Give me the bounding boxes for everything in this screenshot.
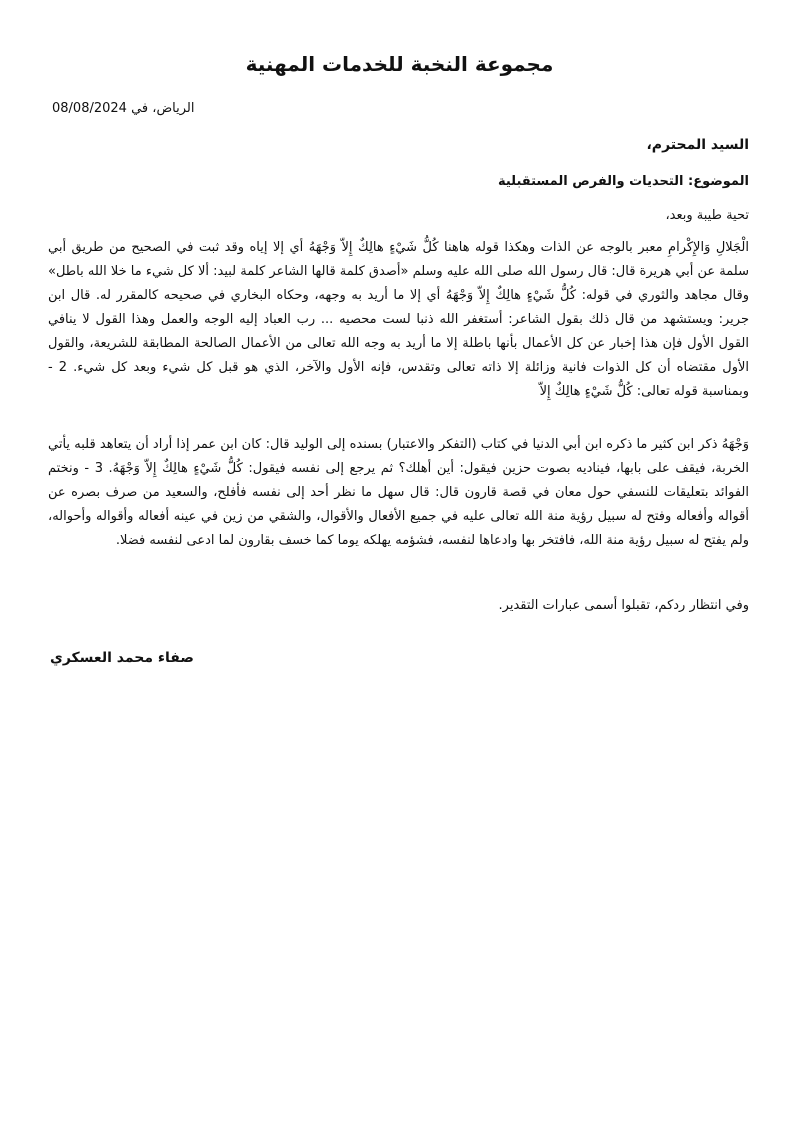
salutation: السيد المحترم، bbox=[646, 137, 749, 153]
body-paragraph: وَجْهَهُ ذكر ابن كثير ما ذكره ابن أبي الدنيا في كتاب (التفكر والاعتبار) بسنده إلى الوليد قال: كان ابن عمر إذا أراد أن يتعاهد قلبه يأتي الخربة، فيقف على بابها، فيناديه بصوت حزين فيقول: أين أهلك؟ ثم يرجع إلى نفسه فيقول: كُلُّ شَيْءٍ هالِكٌ إِلاّ وَجْهَهُ. 3 - ونختم الفوائد بتعليقات للنسفي حول معان في قصة قارون قال: قال سهل ما نظر أحد إلى نفسه فأفلح، والسعيد من صرف بصره عن أقواله وأفعاله وفتح له سبيل رؤية منة الله تعالى عليه في جميع الأفعال والأقوال، والشقي من زين في عينه أفعاله وأقواله وأحواله، ولم يفتح له سبيل رؤية منة الله، فافتخر بها وادعاها لنفسه، فشؤمه يهلكه يوما كما خسف بقارون لما ادعى لنفسه فضلا. bbox=[48, 437, 749, 548]
place-date: الرياض، في 08/08/2024 bbox=[52, 101, 195, 116]
body-paragraph: الْجَلالِ وَالإِكْرامِ معبر بالوجه عن الذات وهكذا قوله هاهنا كُلُّ شَيْءٍ هالِكٌ إِلاّ وَجْهَهُ أي إلا إياه وقد ثبت في الصحيح من طريق أبي سلمة عن أبي هريرة قال: قال رسول الله صلى الله عليه وسلم «أصدق كلمة قالها الشاعر كلمة لبيد: ألا كل شيء ما خلا الله باطل» وقال مجاهد والثوري في قوله: كُلُّ شَيْءٍ هالِكٌ إِلاّ وَجْهَهُ أي إلا ما أريد به وجهه، وحكاه البخاري في صحيحه كالمقرر له. قال ابن جرير: ويستشهد من قال ذلك بقول الشاعر: أستغفر الله ذنبا لست محصيه ... رب العباد إليه الوجه والعمل وهذا القول لا ينافي القول الأول فإن هذا إخبار عن كل الأعمال بأنها باطلة إلا ما أريد به وجه الله تعالى من الأعمال الصالحة المطابقة للشريعة، والقول الأول مقتضاه أن كل الذوات فانية وزائلة إلا ذاته تعالى وتقدس، فإنه الأول والآخر، الذي هو قبل كل شيء وبعد كل شيء. 2 - وبمناسبة قوله تعالى: كُلُّ شَيْءٍ هالِكٌ إِلاّ bbox=[48, 240, 749, 399]
subject-line: الموضوع: التحديات والفرص المستقبلية bbox=[497, 174, 749, 189]
signature-name: صفاء محمد العسكري bbox=[50, 650, 194, 666]
greeting: تحية طيبة وبعد، bbox=[665, 208, 749, 223]
closing-line: وفي انتظار ردكم، تقبلوا أسمى عبارات التقدير. bbox=[498, 598, 749, 613]
letterhead-title: مجموعة النخبة للخدمات المهنية bbox=[245, 52, 554, 76]
